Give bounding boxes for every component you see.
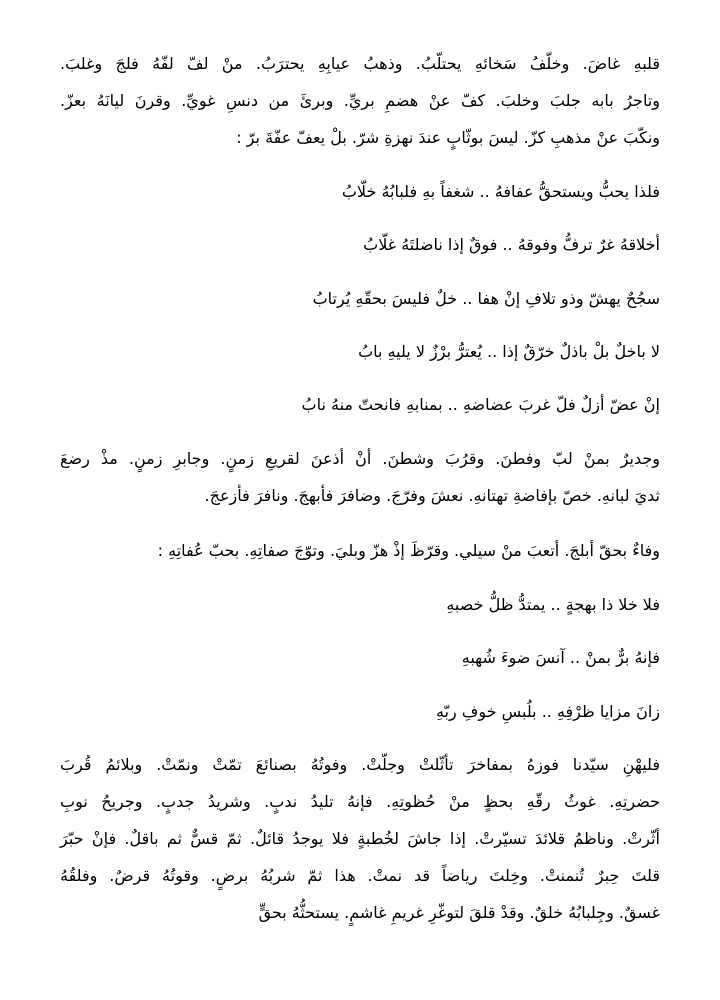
paragraph-line: وتاجرُ بابه جلبَ وخلبَ. كفّ عنْ هضمِ بريِّ. وبرئَ من دنسِ غويِّ. وقرنَ ليانَهُ بعزّ. bbox=[60, 91, 660, 110]
paragraph-line: أثّرتْ. وناظمُ قلائدَ تسيّرتْ. إذا جاشَ لخُطبةٍ فلا يوجدُ قائلٌ. ثمّ قسٌّ ثم باقلٌ. فإنْ حبّرَ bbox=[60, 829, 660, 848]
verse-line: فلا خلا ذا بهجةٍ .. يمتدُّ ظلُّ خصبهِ bbox=[446, 595, 660, 614]
verse-line: فإنهُ برٌّ بمنْ .. آنسَ ضوءَ شُهبهِ bbox=[461, 648, 660, 667]
paragraph-line: وفاءٌ بحقّ أبلجَ. أتعبَ منْ سيلي. وقرّظَ إذْ هزّ وبليَ. وتوّجَ صفاتِهِ. بحبّ عُفاتِهِ : bbox=[157, 541, 660, 560]
paragraph-line: ونكّبَ عنْ مذهبِ كزّ. ليسَ بوثّابٍ عندَ نهزةِ شرّ. بلْ يعفّ عفّةَ برّ : bbox=[236, 128, 660, 147]
paragraph-line: حضرتِهِ. غوثُ رقّهِ بحظٍ منْ حُظوتِهِ. فإنهُ تليدُ ندبٍ. وشريدُ جدبٍ. وجريحُ نوبِ bbox=[60, 792, 660, 811]
paragraph-line: وجديرٌ بمنْ لبّ وفطنَ. وقرُبَ وشطنَ. أنْ أذعنَ لقريعِ زمنٍ. وجابرِ زمنٍ. مذْ رضعَ bbox=[60, 449, 660, 468]
verse-line: سجُحٌ يهشّ وذو تلافِ إنْ هفا .. خلٌ فليسَ بحقّهِ يُرتابُ bbox=[312, 289, 660, 308]
paragraph-line: قلبهِ غاضَ. وخلّفُ سَخائهِ يحتلّبُ. وذهبُ عيابِهِ يحترَبُ. منْ لفّ لفّهُ فلجَ وغلبَ. bbox=[60, 54, 660, 73]
verse-line: زانَ مزايا ظرْفِهِ .. بلُبسِ خوفِ ربّهِ bbox=[435, 702, 660, 721]
verse-line: أخلاقهُ غرٌ ترفُّ وفوقهُ .. فوقٌ إذا ناضلتَهُ غلّابُ bbox=[363, 235, 660, 254]
verse-line: لا باخلٌ بلْ باذلٌ خرّقٌ إذا .. يُعترُّ برْزٌ لا يليهِ بابُ bbox=[358, 342, 660, 361]
paragraph-line: ثديَ لبانهِ. خصّ بإفاضةِ تهتانهِ. نعشَ وفرّجَ. وضافرَ فأبهجَ. ونافرَ فأزعجَ. bbox=[204, 486, 660, 505]
paragraph-line: غسقٌ. وجِلبابُهُ خلقٌ. وقدْ قلقَ لتوغّرِ غريمِ غاشمٍ. يستحثُّهُ بحقٍّ bbox=[258, 903, 660, 922]
verse-line: إنْ عضّ أزلٌ فلّ غربَ عضاضهِ .. بمنابهِ فانحتّ منهُ نابُ bbox=[301, 395, 660, 414]
paragraph-line: فليهْنِ سيّدنا فوزهُ بمفاخرَ تأثّلتْ وجلّتْ. وفوتُهُ بصنائعَ تمّتْ ونمّتْ. وبلائمُ قُربَ bbox=[60, 755, 660, 774]
verse-line: فلذا يحبُّ ويستحقُّ عفافهُ .. شغفاً بهِ فلبابُهُ خلّابُ bbox=[341, 182, 660, 201]
paragraph-line: قلتَ حِبرٌ تُنمنتْ. وخِلتَ رياضاً قد نمتْ. هذا ثمّ شربُهُ برضٍ. وقوتُهُ قرضٌ. وفلقُهُ bbox=[60, 866, 660, 885]
